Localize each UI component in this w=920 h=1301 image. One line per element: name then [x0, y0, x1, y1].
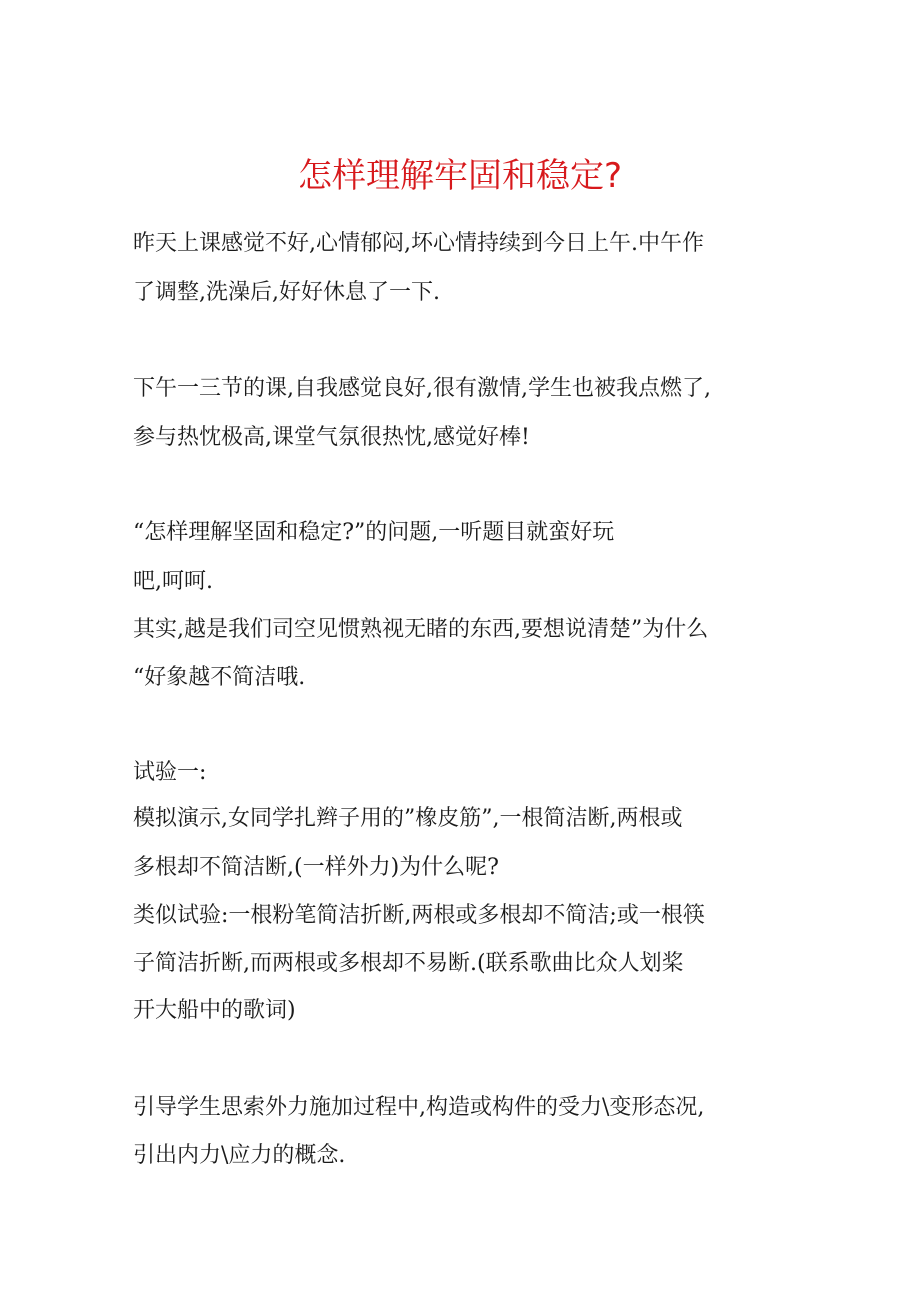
page-title: 怎样理解牢固和稳定?	[297, 156, 623, 196]
paragraph-1-line-2: 了调整,洗澡后,好好休息了一下.	[133, 280, 440, 305]
paragraph-3-line-1: “怎样理解坚固和稳定?”的问题,一听题目就蛮好玩	[133, 520, 615, 545]
paragraph-1-line-1: 昨天上课感觉不好,心情郁闷,坏心情持续到今日上午.中午作	[133, 231, 704, 256]
paragraph-2-line-1: 下午一三节的课,自我感觉良好,很有激情,学生也被我点燃了,	[133, 376, 711, 401]
paragraph-4-line-6: 开大船中的歌词)	[133, 998, 296, 1023]
paragraph-5-line-1: 引导学生思索外力施加过程中,构造或构件的受力\变形态况,	[133, 1095, 705, 1120]
paragraph-5-line-2: 引出内力\应力的概念.	[133, 1143, 346, 1168]
paragraph-4-line-1: 试验一:	[133, 760, 207, 785]
paragraph-4-line-2: 模拟演示,女同学扎辫子用的”橡皮筋”,一根简洁断,两根或	[133, 806, 683, 831]
paragraph-3-line-4: “好象越不简洁哦.	[133, 665, 306, 690]
paragraph-3-line-2: 吧,呵呵.	[133, 569, 213, 594]
paragraph-2-line-2: 参与热忱极高,课堂气氛很热忱,感觉好棒!	[133, 425, 530, 450]
paragraph-4-line-4: 类似试验:一根粉笔简洁折断,两根或多根却不简洁;或一根筷	[133, 903, 705, 928]
paragraph-4-line-3: 多根却不简洁断,(一样外力)为什么呢?	[133, 855, 499, 880]
paragraph-4-line-5: 子简洁折断,而两根或多根却不易断.(联系歌曲比众人划桨	[133, 951, 684, 976]
paragraph-3-line-3: 其实,越是我们司空见惯熟视无睹的东西,要想说清楚”为什么	[133, 617, 709, 642]
